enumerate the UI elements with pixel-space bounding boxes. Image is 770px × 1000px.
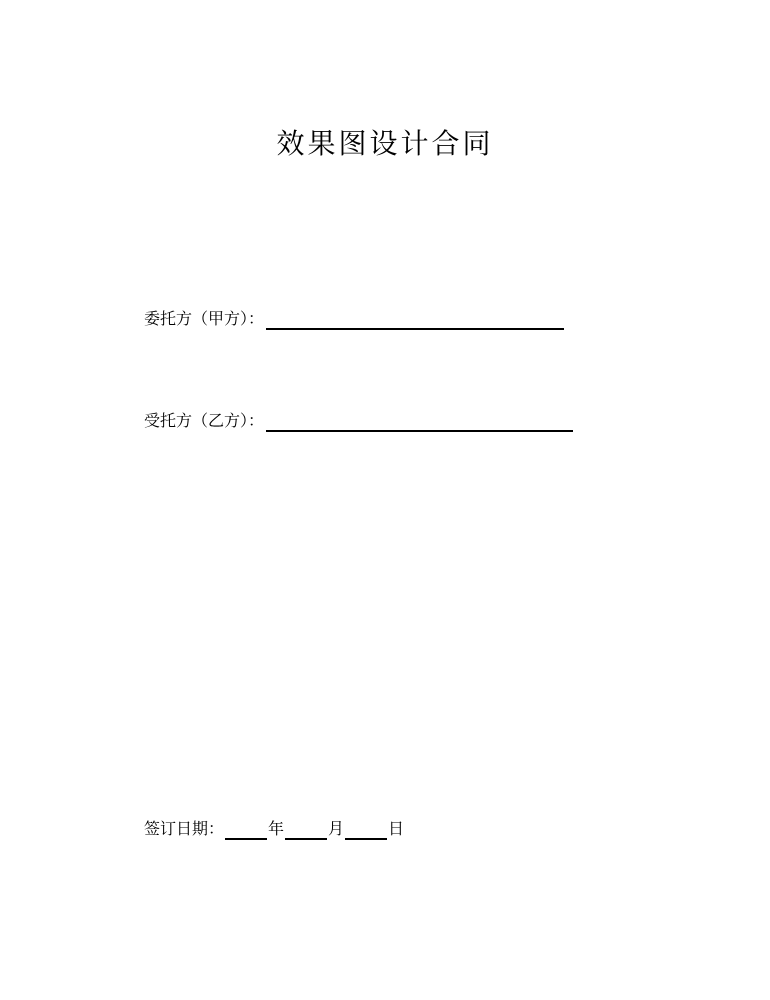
- day-unit: 日: [388, 819, 405, 838]
- contractor-field-row: [144, 410, 573, 432]
- month-fill-line[interactable]: [285, 818, 327, 840]
- client-fill-line[interactable]: [266, 308, 564, 330]
- sign-date-label: 签订日期：: [144, 819, 225, 838]
- day-fill-line[interactable]: [345, 818, 387, 840]
- client-field-row: [144, 308, 564, 330]
- sign-date-row: [144, 818, 404, 840]
- year-unit: 年: [268, 819, 285, 838]
- month-unit: 月: [328, 819, 345, 838]
- contractor-label: 受托方（乙方）：: [144, 411, 265, 430]
- year-fill-line[interactable]: [225, 818, 267, 840]
- page-title: 效果图设计合同: [276, 127, 494, 160]
- client-label: 委托方（甲方）：: [144, 309, 265, 328]
- contractor-fill-line[interactable]: [266, 410, 573, 432]
